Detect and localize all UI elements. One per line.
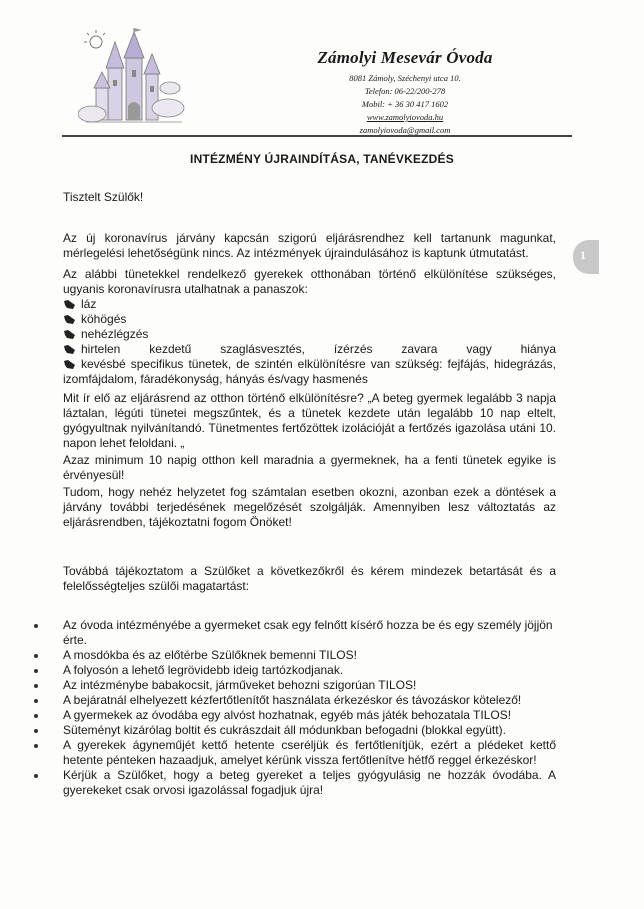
intro-paragraph: Az új koronavírus járvány kapcsán szigorú eljárásrendhez kell tartanunk magunkat, mérlegelési lehetőségünk nincs. Az intézmények újraindulásához is kaptunk útmutatást. xyxy=(63,231,556,260)
rule-text: A folyosón a lehető legrövidebb ideig tartózkodjanak. xyxy=(63,663,344,677)
school-mobile: Mobil: + 36 30 417 1602 xyxy=(361,99,449,109)
symptom-text: köhögés xyxy=(81,312,127,326)
bullet-icon xyxy=(34,774,38,778)
symptom-text: nehézlégzés xyxy=(81,327,149,341)
rule-text: A mosdókba és az előtérbe Szülőknek bemenni TILOS! xyxy=(63,648,357,662)
school-letterhead xyxy=(300,48,510,137)
rule-item xyxy=(63,693,556,708)
symptom-item xyxy=(63,297,556,312)
procedure-paragraph: Mit ír elő az eljárásrend az otthon történő elkülönítésre? „A beteg gyermek legalább 3 napja láztalan, légúti tünetei megszűntek, és a tünetek kezdete után legalább 10 nap eltelt, gyógyultnak nyilvánítandó. Tünetmentes fertőzöttek izolációját a fertőzés igazolása utáni 10. napon lehet feloldani. „ xyxy=(63,391,556,450)
rule-item xyxy=(63,678,556,693)
pointing-hand-icon xyxy=(63,329,76,340)
rules-list xyxy=(63,618,556,798)
bullet-icon xyxy=(34,624,38,628)
rule-item xyxy=(63,618,556,648)
rule-item xyxy=(63,663,556,678)
bullet-icon xyxy=(34,714,38,718)
symptom-item xyxy=(63,342,556,357)
rule-item xyxy=(63,708,556,723)
symptom-text: kevésbé specifikus tünetek, de szintén elkülönítésre van szükség: fejfájás, hidegrázás, izomfájdalom, fáradékonyság, hányás és/vagy hasmenés xyxy=(63,357,556,386)
bullet-icon xyxy=(34,744,38,748)
rule-item xyxy=(63,723,556,738)
pointing-hand-icon xyxy=(63,344,76,355)
school-address: 8081 Zámoly, Széchenyi utca 10. xyxy=(349,73,461,83)
page-number-tab xyxy=(573,240,599,274)
symptom-text: láz xyxy=(81,297,97,311)
closing-paragraph: Tudom, hogy nehéz helyzetet fog számtalan esetben okozni, azonban ezek a döntések a járvány további terjedésének megelőzését szolgálják. Amennyiben lesz változtatás az eljárásrendben, tájékoztatni fogom Önöket! xyxy=(63,485,556,529)
school-website-link[interactable]: www.zamolyiovoda.hu xyxy=(366,112,444,122)
bullet-icon xyxy=(34,654,38,658)
castle-logo xyxy=(78,28,190,130)
symptoms-intro: Az alábbi tünetekkel rendelkező gyerekek otthonában történő elkülönítése szükséges, ugyanis koronavírusra utalhatnak a panaszok: xyxy=(63,267,556,296)
document-title: INTÉZMÉNY ÚJRAINDÍTÁSA, TANÉVKEZDÉS xyxy=(190,152,454,166)
rule-text: A gyermekek az óvodába egy alvóst hozhatnak, egyéb más játék behozatala TILOS! xyxy=(63,708,512,722)
rule-text: Kérjük a Szülőket, hogy a beteg gyereket a teljes gyógyulásig ne hozzák óvodába. A gyerekeket csak orvosi igazolással fogadjuk újra! xyxy=(63,768,556,797)
bullet-icon xyxy=(34,684,38,688)
symptom-text: hirtelen kezdetű szaglásvesztés, ízérzés zavara vagy hiánya xyxy=(81,342,556,356)
bullet-icon xyxy=(34,729,38,733)
rule-text: Süteményt kizárólag boltit és cukrászdait áll módunkban befogadni (blokkal együtt). xyxy=(63,723,506,737)
pointing-hand-icon xyxy=(63,359,76,370)
symptom-list xyxy=(63,297,556,387)
rule-item xyxy=(63,738,556,768)
greeting: Tisztelt Szülők! xyxy=(63,190,144,204)
rule-text: A gyerekek ágyneműjét kettő hetente cseréljük és fertőtlenítjük, ezért a plédeket kettő hetente pénteken hazaadjuk, amelyet kérünk vissza fertőtlenítve hétfő reggel érkezéskor! xyxy=(63,738,556,767)
symptom-item xyxy=(63,312,556,327)
page-number: 1 xyxy=(580,248,586,262)
school-phone: Telefon: 06-22/200-278 xyxy=(364,86,446,96)
minimum-isolation-note: Azaz minimum 10 napig otthon kell maradnia a gyermeknek, ha a fenti tünetek egyike is érvényesül! xyxy=(63,453,556,482)
letter-body xyxy=(63,190,556,798)
rule-text: Az óvoda intézményébe a gyermeket csak egy felnőtt kísérő hozza be és egy személy jöjjön érte. xyxy=(63,618,553,647)
pointing-hand-icon xyxy=(63,314,76,325)
rule-text: Az intézménybe babakocsit, járműveket behozni szigorúan TILOS! xyxy=(63,678,417,692)
symptom-item xyxy=(63,357,556,387)
rule-item xyxy=(63,768,556,798)
school-name: Zámolyi Mesevár Óvoda xyxy=(317,48,493,67)
header-divider xyxy=(62,135,572,137)
symptom-item xyxy=(63,327,556,342)
bullet-icon xyxy=(34,699,38,703)
rules-intro: Továbbá tájékoztatom a Szülőket a következőkről és kérem mindezek betartását és a felelősségteljes szülői magatartást: xyxy=(63,564,556,593)
school-email: zamolyiovoda@gmail.com xyxy=(359,125,451,135)
rule-text: A bejáratnál elhelyezett kézfertőtlenítőt használata érkezéskor és távozáskor kötelező! xyxy=(63,693,522,707)
rule-item xyxy=(63,648,556,663)
spacer xyxy=(63,530,556,564)
bullet-icon xyxy=(34,669,38,673)
pointing-hand-icon xyxy=(63,299,76,310)
